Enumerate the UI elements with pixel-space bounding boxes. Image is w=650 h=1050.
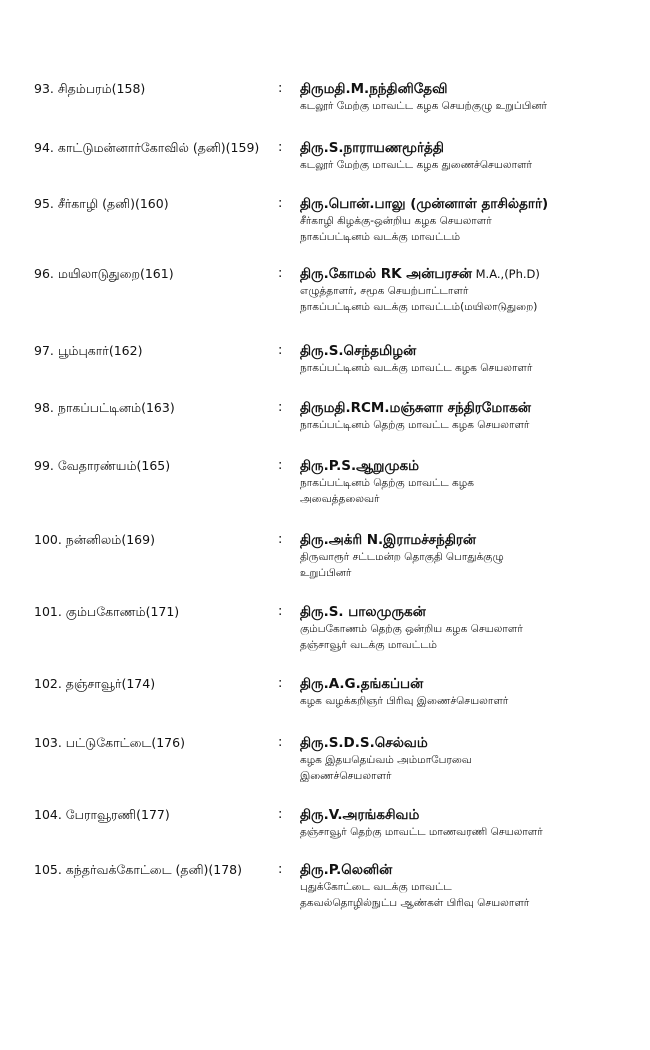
candidate-details [300,265,645,315]
separator-colon: : [278,735,283,750]
candidate-name: திருமதி.RCM.மஞ்சுளா சந்திரமோகன் [300,400,531,416]
candidate-role-line: தஞ்சாவூர் தெற்கு மாவட்ட மாணவரணி செயலாளர் [300,826,543,838]
candidate-name: திரு.A.G.தங்கப்பன் [300,676,424,692]
candidate-name: திரு.கோமல் RK அன்பரசன் M.A.,(Ph.D) [300,266,540,282]
constituency-label: 101. கும்பகோணம்(171) [34,604,180,619]
separator-colon: : [278,343,283,358]
candidate-details [300,399,645,433]
candidate-role-line: கடலூர் மேற்கு மாவட்ட கழக துணைச்செயலாளர் [300,159,533,171]
candidate-details [300,195,645,245]
candidate-details [300,675,645,709]
candidate-role-line: உறுப்பினர் [300,567,352,579]
candidate-details [300,139,645,173]
separator-colon: : [278,532,283,547]
candidate-role-line: அவைத்தலைவர் [300,493,380,505]
constituency-label: 102. தஞ்சாவூர்(174) [34,676,156,691]
candidate-name: திரு.S.செந்தமிழன் [300,343,417,359]
separator-colon: : [278,458,283,473]
constituency-label: 96. மயிலாடுதுறை(161) [34,266,174,281]
candidate-role-line: தகவல்தொழில்நுட்ப ஆண்கள் பிரிவு செயலாளர் [300,897,530,909]
constituency-label: 103. பட்டுகோட்டை(176) [34,735,185,750]
candidate-role-line: எழுத்தாளர், சமூக செயற்பாட்டாளர் [300,285,469,297]
candidate-details [300,734,645,784]
separator-colon: : [278,807,283,822]
separator-colon: : [278,400,283,415]
candidate-name: திரு.S. பாலமுருகன் [300,604,426,620]
candidate-name: திரு.V.அரங்கசிவம் [300,807,420,823]
candidate-role-line: கடலூர் மேற்கு மாவட்ட கழக செயற்குழு உறுப்பினர் [300,100,547,112]
separator-colon: : [278,140,283,155]
candidate-role-line: கும்பகோணம் தெற்கு ஒன்றிய கழக செயலாளர் [300,623,523,635]
candidate-name: திரு.அக்ரி N.இராமச்சந்திரன் [300,532,476,548]
candidate-name: திரு.P.S.ஆறுமுகம் [300,458,419,474]
constituency-label: 105. கந்தர்வக்கோட்டை (தனி)(178) [34,862,243,877]
constituency-label: 93. சிதம்பரம்(158) [34,81,146,96]
candidate-qualification: M.A.,(Ph.D) [471,267,540,281]
candidate-role-line: நாகப்பட்டினம் தெற்கு மாவட்ட கழக [300,477,474,489]
candidate-details [300,80,645,114]
separator-colon: : [278,196,283,211]
candidate-name: திரு.பொன்.பாலு (முன்னாள் தாசில்தார்) [300,196,549,212]
constituency-label: 98. நாகப்பட்டினம்(163) [34,400,175,415]
candidate-details [300,531,645,581]
candidate-role-line: புதுக்கோட்டை வடக்கு மாவட்ட [300,881,452,893]
constituency-label: 104. பேராவூரணி(177) [34,807,170,822]
candidate-name: திருமதி.M.நந்தினிதேவி [300,81,448,97]
candidate-details [300,861,645,911]
candidate-name: திரு.P.லெனின் [300,862,393,878]
constituency-label: 99. வேதாரண்யம்(165) [34,458,171,473]
candidate-role-line: நாகப்பட்டினம் வடக்கு மாவட்ட கழக செயலாளர் [300,362,533,374]
candidate-role-line: நாகப்பட்டினம் வடக்கு மாவட்டம்(மயிலாடுதுறை) [300,301,538,313]
candidate-name: திரு.S.நாராயணமூர்த்தி [300,140,444,156]
separator-colon: : [278,81,283,96]
candidate-role-line: கழக இதயதெய்வம் அம்மாபேரவை [300,754,472,766]
candidate-role-line: கழக வழக்கறிஞர் பிரிவு இணைச்செயலாளர் [300,695,509,707]
separator-colon: : [278,862,283,877]
candidate-details [300,457,645,507]
candidate-details [300,603,645,653]
candidate-role-line: நாகப்பட்டினம் வடக்கு மாவட்டம் [300,231,461,243]
separator-colon: : [278,604,283,619]
candidate-name: திரு.S.D.S.செல்வம் [300,735,428,751]
constituency-label: 95. சீர்காழி (தனி)(160) [34,196,169,211]
candidate-role-line: திருவாரூர் சட்டமன்ற தொகுதி பொதுக்குழு [300,551,504,563]
candidate-details [300,342,645,376]
constituency-label: 94. காட்டுமன்னார்கோவில் (தனி)(159) [34,140,260,155]
constituency-label: 97. பூம்புகார்(162) [34,343,143,358]
constituency-label: 100. நன்னிலம்(169) [34,532,155,547]
separator-colon: : [278,676,283,691]
candidate-role-line: இணைச்செயலாளர் [300,770,392,782]
candidate-role-line: சீர்காழி கிழக்கு-ஒன்றிய கழக செயலாளர் [300,215,492,227]
candidate-details [300,806,645,840]
candidate-role-line: நாகப்பட்டினம் தெற்கு மாவட்ட கழக செயலாளர் [300,419,530,431]
separator-colon: : [278,266,283,281]
candidate-role-line: தஞ்சாவூர் வடக்கு மாவட்டம் [300,639,437,651]
